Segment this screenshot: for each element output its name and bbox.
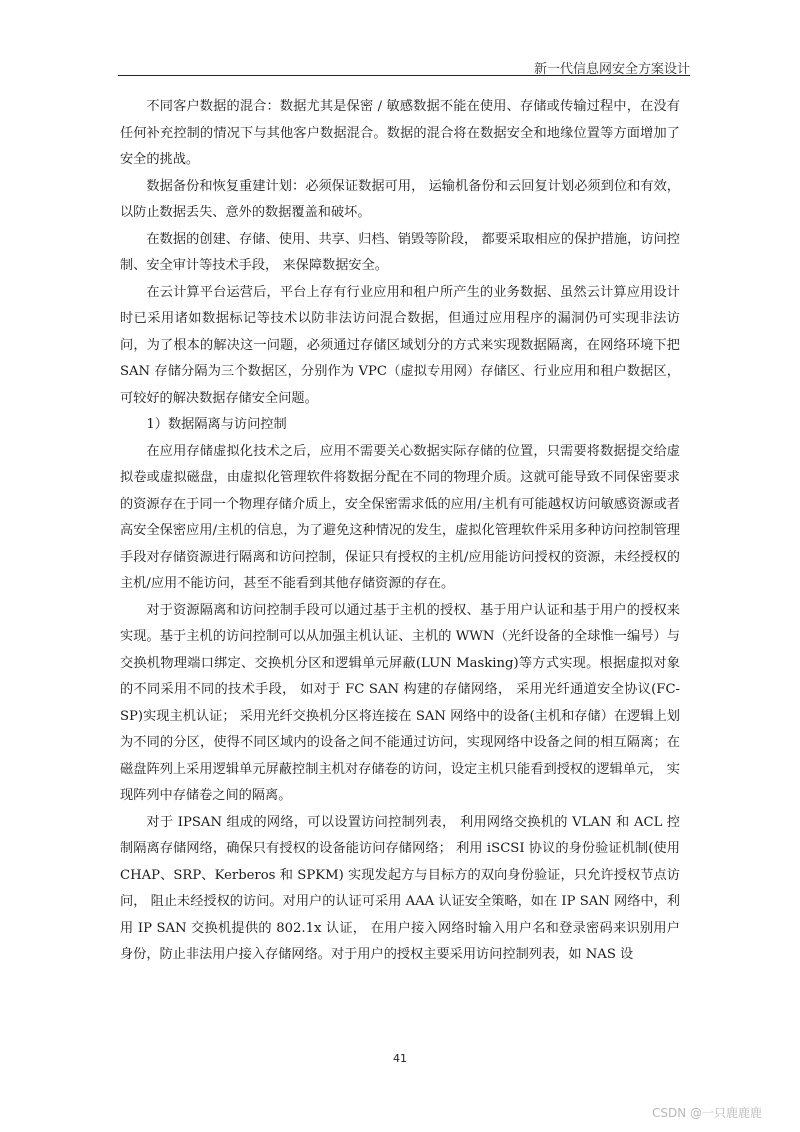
paragraph-data-mixing: 不同客户数据的混合：数据尤其是保密 / 敏感数据不能在使用、存储或传输过程中，在没有任何补充控制的情况下与其他客户数据混合。数据的混合将在数据安全和地缘位置等方面增加了安全的挑战。 bbox=[120, 99, 680, 167]
paragraph-ipsan: 对于 IPSAN 组成的网络，可以设置访问控制列表， 利用网络交换机的 VLAN 和 ACL 控制隔离存储网络，确保只有授权的设备能访问存储网络； 利用 iSCSI 协议的身份验证机制(使用 CHAP、SRP、Kerberos 和 SPKM) 实现发起方与目标方的双向身份验证，只允许授权节点访问， 阻止未经授权的访问。对用户的认证可采用 AAA 认证安全策略，如在 IP SAN 网络中，利用 IP SAN 交换机提供的 802.1x 认证， 在用户接入网络时输入用户名和登录密码来识别用户身份，防止非法用户接入存储网络。对于用户的授权主要采用访问控制列表，如 NAS 设 bbox=[120, 814, 680, 962]
section-heading-isolation: 1）数据隔离与访问控制 bbox=[146, 417, 287, 432]
paragraph-access-control-methods: 对于资源隔离和访问控制手段可以通过基于主机的授权、基于用户认证和基于用户的授权来实现。基于主机的访问控制可以从加强主机认证、主机的 WWN（光纤设备的全球惟一编号）与交换机物理端口绑定、交换机分区和逻辑单元屏蔽(LUN Masking)等方式实现。根据虚拟对象的不同采用不同的技术手段， 如对于 FC SAN 构建的存储网络， 采用光纤通道安全协议(FC-SP)实现主机认证； 采用光纤交换机分区将连接在 SAN 网络中的设备(主机和存储）在逻辑上划为不同的分区，使得不同区域内的设备之间不能通过访问，实现网络中设备之间的相互隔离；在磁盘阵列上采用逻辑单元屏蔽控制主机对存储卷的访问，设定主机只能看到授权的逻辑单元， 实现阵列中存储卷之间的隔离。 bbox=[120, 602, 680, 803]
paragraph-lifecycle-protection: 在数据的创建、存储、使用、共享、归档、销毁等阶段， 都要采取相应的保护措施，访问控制、安全审计等技术手段， 来保障数据安全。 bbox=[120, 231, 680, 273]
paragraph-storage-zoning: 在云计算平台运营后，平台上存有行业应用和租户所产生的业务数据、虽然云计算应用设计时已采用诸如数据标记等技术以防非法访问混合数据，但通过应用程序的漏洞仍可实现非法访问，为了根本的解决这一问题，必须通过存储区域划分的方式来实现数据隔离，在网络环境下把 SAN 存储分隔为三个数据区，分别作为 VPC（虚拟专用网）存储区、行业应用和租户数据区，可较好的解决数据存储安全问题。 bbox=[120, 284, 680, 406]
header-divider bbox=[118, 75, 690, 76]
document-body bbox=[120, 94, 680, 969]
paragraph-virtualization: 在应用存储虚拟化技术之后，应用不需要关心数据实际存储的位置，只需要将数据提交给虚拟卷或虚拟磁盘，由虚拟化管理软件将数据分配在不同的物理介质。这就可能导致不同保密要求的资源存在于同一个物理存储介质上，安全保密需求低的应用/主机有可能越权访问敏感资源或者高安全保密应用/主机的信息，为了避免这种情况的发生，虚拟化管理软件采用多种访问控制管理手段对存储资源进行隔离和访问控制，保证只有授权的主机/应用能访问授权的资源，未经授权的主机/应用不能访问，甚至不能看到其他存储资源的存在。 bbox=[120, 443, 680, 591]
paragraph-backup-recovery: 数据备份和恢复重建计划：必须保证数据可用， 运输机备份和云回复计划必须到位和有效，以防止数据丢失、意外的数据覆盖和破坏。 bbox=[120, 178, 680, 220]
running-header: 新一代信息网安全方案设计 bbox=[533, 62, 690, 77]
watermark: CSDN @一只鹿鹿鹿 bbox=[651, 1106, 762, 1120]
page-number: 41 bbox=[393, 1052, 407, 1065]
